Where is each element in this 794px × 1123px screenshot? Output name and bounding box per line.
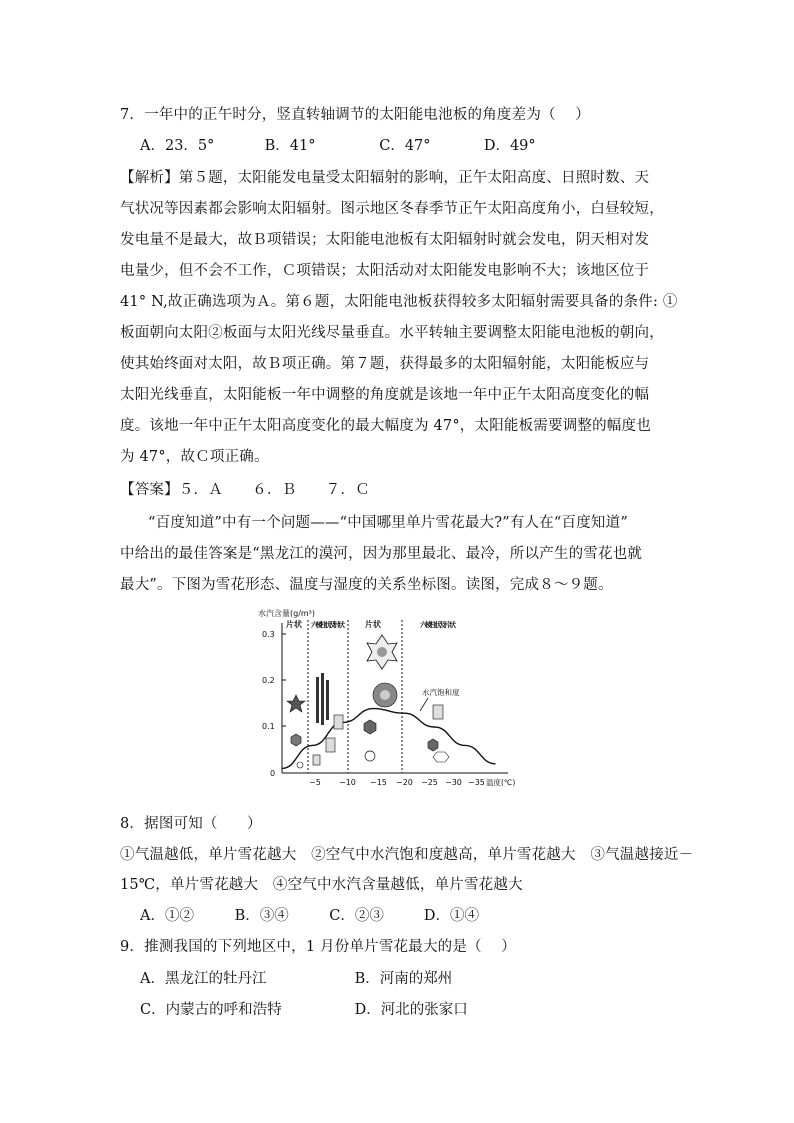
y-tick-label: 0.2 [262,676,275,685]
q7-option-a: A．23．5° [140,138,215,154]
curve-label-leader [420,698,428,711]
analysis-line: 发电量不是最大，故Ｂ项错误；太阳能电池板有太阳辐射时就会发电，阴天相对发 [120,232,650,248]
analysis-line: 使其始终面对太阳，故Ｂ项正确。第７题，获得最多的太阳辐射能，太阳能板应与 [120,356,650,372]
analysis-line: 41° N,故正确选项为Ａ。第６题，太阳能电池板获得较多太阳辐射需要具备的条件: ① [120,294,678,310]
y-tick-label: 0.1 [262,722,275,731]
analysis-line: 太阳光线垂直，太阳能板一年中调整的角度就是该地一年中正午太阳高度变化的幅 [120,387,650,403]
x-axis-label: 温度(℃) [486,778,516,787]
snowflake-chart [250,605,550,795]
snowflake-small-plate-icon [365,751,375,761]
q7-stem: 7．一年中的正午时分，竖直转轴调节的太阳能电池板的角度差为（ ） [120,107,590,123]
x-tick-label: −25 [421,778,438,787]
region-label-prism-plate: 六棱柱状及片状 [420,621,456,629]
q8-option-b: B．③④ [234,908,289,924]
analysis-line: 板面朝向太阳②板面与太阳光线尽量垂直。水平转轴主要调整太阳能电池板的朝向， [120,325,664,341]
analysis-line: 电量少，但不会不工作，Ｃ项错误；太阳活动对太阳能发电影响不大；该地区位于 [120,263,650,279]
q9-stem: 9．推测我国的下列地区中，1 月份单片雪花最大的是（ ） [120,939,516,955]
x-tick-label: −30 [445,778,462,787]
snowflake-hexplate-icon [291,734,301,746]
analysis-line: 度。该地一年中正午太阳高度变化的最大幅度为 47°，太阳能板需要调整的幅度也 [120,418,651,434]
curve-label: 水汽饱和度 [422,688,460,697]
x-tick-label: −5 [309,778,321,787]
x-tick-label: −10 [339,778,356,787]
q9-option-a: A．黑龙江的牡丹江 [140,971,267,987]
q8-option-c: C．②③ [329,908,384,924]
intro-line: 最大”。下图为雪花形态、温度与湿度的关系坐标图。读图，完成８～９题。 [120,577,613,593]
region-label-plate: 片状 [286,620,302,629]
q8-stem: 8．据图可知（ ） [120,816,262,832]
intro-line: “百度知道”中有一个问题——“中国哪里单片雪花最大?”有人在“百度知道” [148,515,628,531]
snowflake-dendrite-large-icon [367,635,397,669]
q9-option-d: D．河北的张家口 [354,1002,468,1018]
q7-option-c: C．47° [379,138,431,154]
answer-line: 【答案】５．Ａ ６．Ｂ ７．Ｃ [120,482,370,498]
x-tick-label: −15 [370,778,387,787]
x-tick-label: −20 [396,778,413,787]
snowflake-small-icon [297,762,303,768]
region-label-plate-2: 片状 [365,620,381,629]
q7-option-b: B．41° [264,138,316,154]
y-tick-label: 0 [270,769,276,778]
snowflake-hexplate-mid-icon [364,720,376,734]
region-label-prism-needle: 六棱柱状及针状 [311,621,345,629]
q9-options-row1 [140,967,452,988]
snowflake-star-icon [287,695,305,712]
q7-options [140,134,536,155]
analysis-line: 【解析】第５题，太阳能发电量受太阳辐射的影响，正午太阳高度、日照时数、天 [120,170,650,186]
q8-options [140,904,479,925]
analysis-line: 气状况等因素都会影响太阳辐射。图示地区冬春季节正午太阳高度角小，白昼较短， [120,201,664,217]
q8-option-a: A．①② [140,908,194,924]
q9-option-c: C．内蒙古的呼和浩特 [140,1002,282,1018]
intro-line: 中给出的最佳答案是“黑龙江的漠河，因为那里最北、最冷，所以产生的雪花也就 [120,546,643,562]
y-axis-label: 水汽含量(g/m³) [258,609,316,618]
snowflake-hexplate-right-icon [428,739,438,751]
snowflake-dendrite-medium-icon [373,683,397,707]
snowflake-needles-icon [316,673,329,725]
q8-statement-line: ①气温越低，单片雪花越大 ②空气中水汽饱和度越高，单片雪花越大 ③气温越接近－ [120,847,694,863]
x-tick-label: −35 [468,778,485,787]
y-tick-label: 0.3 [262,630,275,639]
q8-option-d: D．①④ [423,908,479,924]
q7-option-d: D．49° [483,138,536,154]
analysis-line: 为 47°，故Ｃ项正确。 [120,449,269,465]
q8-statement-line: 15℃，单片雪花越大 ④空气中水汽含量越低，单片雪花越大 [120,877,523,893]
q9-option-b: B．河南的郑州 [354,971,453,987]
q9-options-row2 [140,998,468,1019]
